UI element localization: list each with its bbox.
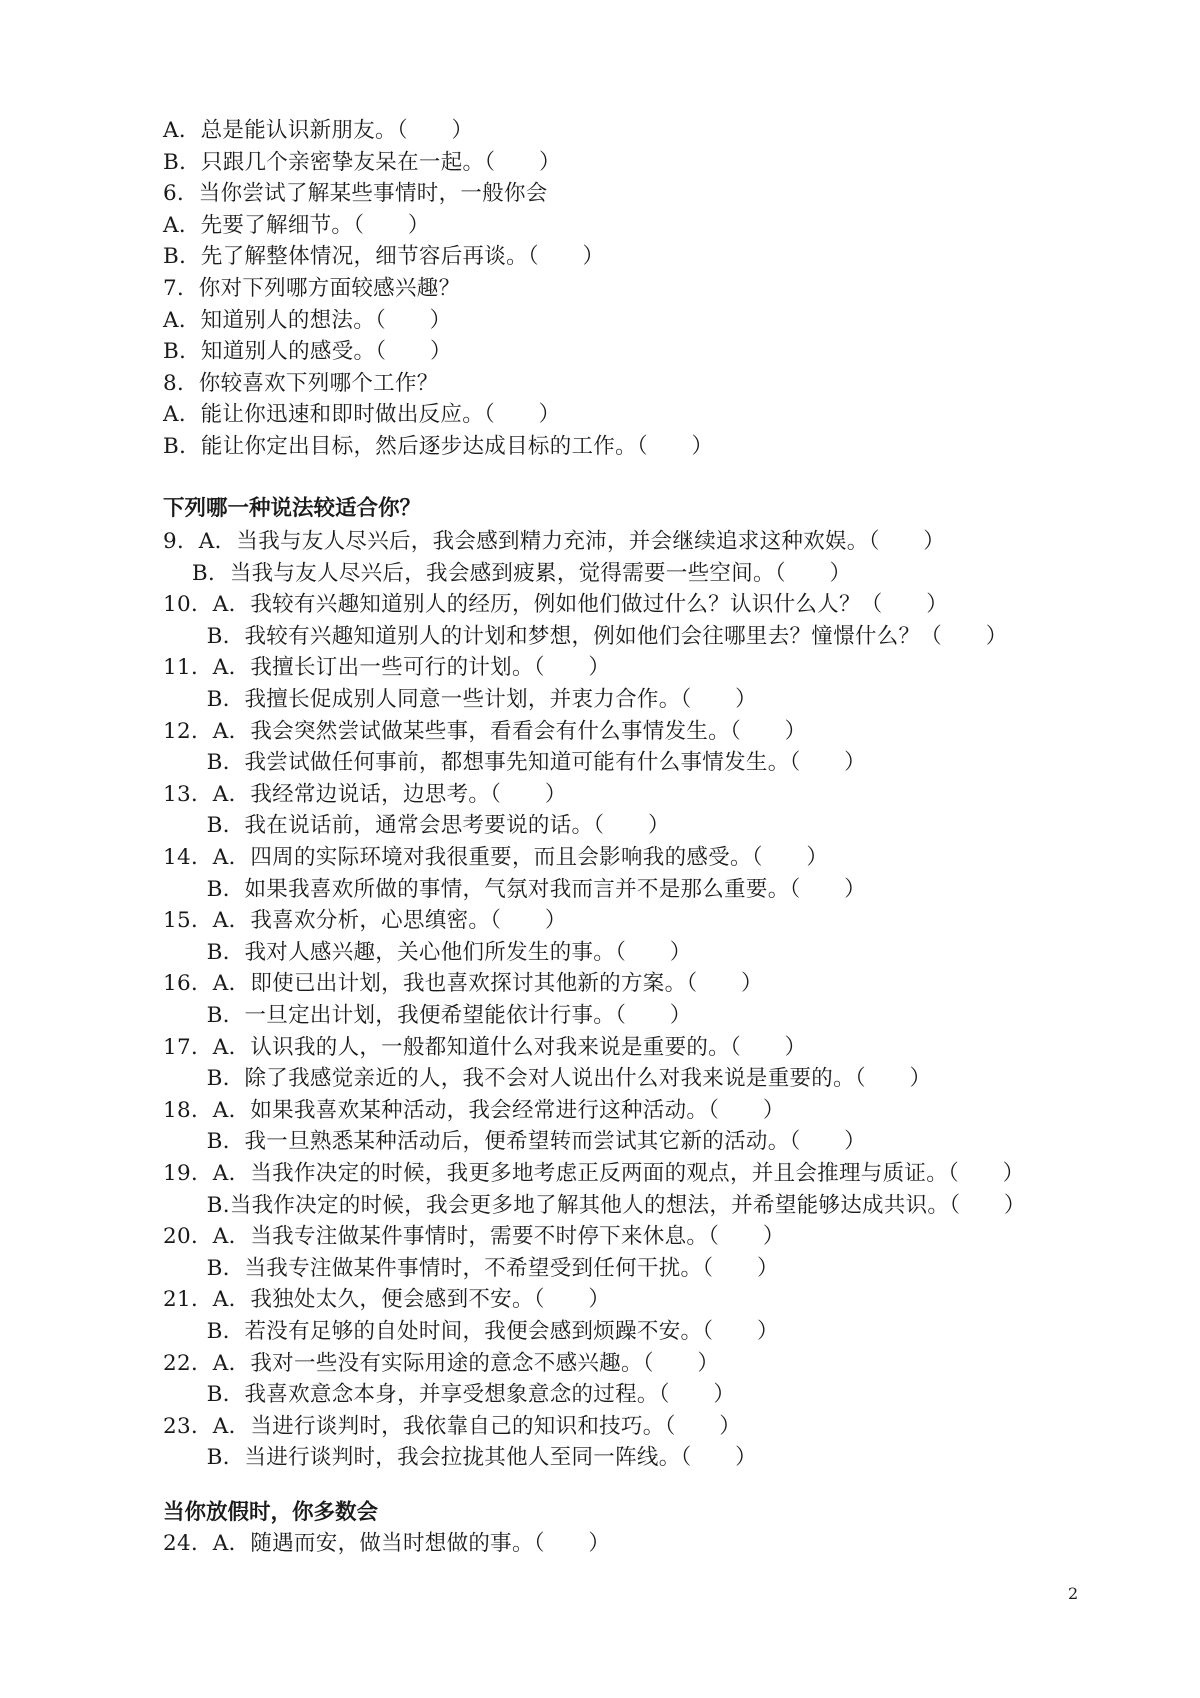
question-line: 12．A．我会突然尝试做某些事，看看会有什么事情发生。（ ） (163, 718, 807, 744)
question-line: 9．A．当我与友人尽兴后，我会感到精力充沛，并会继续追求这种欢娱。（ ） (163, 529, 946, 554)
question-line: B．我擅长促成别人同意一些计划，并衷力合作。（ ） (163, 687, 757, 712)
question-line: 7．你对下列哪方面较感兴趣？ (163, 276, 461, 301)
question-line: B．一旦定出计划，我便希望能依计行事。（ ） (163, 1003, 692, 1028)
question-line: 21．A．我独处太久，便会感到不安。（ ） (163, 1287, 611, 1313)
question-line: 13．A．我经常边说话，边思考。（ ） (163, 781, 567, 807)
question-line: 23．A．当进行谈判时，我依靠自己的知识和技巧。（ ） (163, 1413, 742, 1439)
question-line: 20．A．当我专注做某件事情时，需要不时停下来休息。（ ） (163, 1224, 785, 1250)
question-line: A．知道别人的想法。（ ） (163, 307, 452, 333)
question-line: B．先了解整体情况，细节容后再谈。（ ） (163, 244, 605, 270)
question-line: B．我对人感兴趣，关心他们所发生的事。（ ） (163, 939, 692, 965)
question-line: 10．A．我较有兴趣知道别人的经历，例如他们做过什么？认识什么人？（ ） (163, 592, 948, 618)
question-line: B．我喜欢意念本身，并享受想象意念的过程。（ ） (163, 1382, 736, 1408)
question-line: B．我较有兴趣知道别人的计划和梦想，例如他们会往哪里去？憧憬什么？（ ） (163, 623, 1008, 649)
question-line: 19．A．当我作决定的时候，我更多地考虑正反两面的观点，并且会推理与质证。（ ） (163, 1161, 1025, 1186)
question-line: B．知道别人的感受。（ ） (163, 339, 452, 365)
question-line: 22．A．我对一些没有实际用途的意念不感兴趣。（ ） (163, 1350, 720, 1376)
question-line: B．我尝试做任何事前，都想事先知道可能有什么事情发生。（ ） (163, 750, 866, 776)
question-line: 17．A．认识我的人，一般都知道什么对我来说是重要的。（ ） (163, 1034, 807, 1060)
question-line: 14．A．四周的实际环境对我很重要，而且会影响我的感受。（ ） (163, 845, 829, 870)
question-line: 24．A．随遇而安，做当时想做的事。（ ） (163, 1531, 611, 1556)
question-line: A．能让你迅速和即时做出反应。（ ） (163, 402, 561, 428)
page-number: 2 (1068, 1584, 1079, 1603)
question-line: 8．你较喜欢下列哪个工作？ (163, 370, 439, 396)
question-line: A．总是能认识新朋友。（ ） (163, 118, 474, 143)
question-line: B．我在说话前，通常会思考要说的话。（ ） (163, 813, 670, 839)
question-line: 6．当你尝试了解某些事情时，一般你会 (163, 181, 548, 207)
question-line: B．只跟几个亲密挚友呆在一起。（ ） (163, 149, 561, 175)
question-line: B．如果我喜欢所做的事情，气氛对我而言并不是那么重要。（ ） (163, 876, 866, 902)
question-line: 11．A．我擅长订出一些可行的计划。（ ） (163, 655, 611, 681)
question-line: B．当进行谈判时，我会拉拢其他人至同一阵线。（ ） (163, 1445, 757, 1471)
question-line: B．能让你定出目标，然后逐步达成目标的工作。（ ） (163, 434, 714, 459)
question-line: A．先要了解细节。（ ） (163, 212, 430, 238)
question-line: B．我一旦熟悉某种活动后，便希望转而尝试其它新的活动。（ ） (163, 1129, 866, 1155)
question-line: B．除了我感觉亲近的人，我不会对人说出什么对我来说是重要的。（ ） (163, 1066, 932, 1092)
question-line: B.当我作决定的时候，我会更多地了解其他人的想法，并希望能够达成共识。（ ） (163, 1192, 1026, 1218)
question-line: 15．A．我喜欢分析，心思缜密。（ ） (163, 908, 567, 934)
question-line: B．若没有足够的自处时间，我便会感到烦躁不安。（ ） (163, 1319, 779, 1344)
question-line: B．当我专注做某件事情时，不希望受到任何干扰。（ ） (163, 1255, 779, 1281)
question-line: 16．A．即使已出计划，我也喜欢探讨其他新的方案。（ ） (163, 971, 763, 997)
section-heading-1: 下列哪一种说法较适合你？ (163, 496, 422, 521)
question-line: 18．A．如果我喜欢某种活动，我会经常进行这种活动。（ ） (163, 1097, 785, 1123)
question-line: B．当我与友人尽兴后，我会感到疲累，觉得需要一些空间。（ ） (163, 560, 852, 586)
section-heading-2: 当你放假时，你多数会 (163, 1500, 379, 1525)
